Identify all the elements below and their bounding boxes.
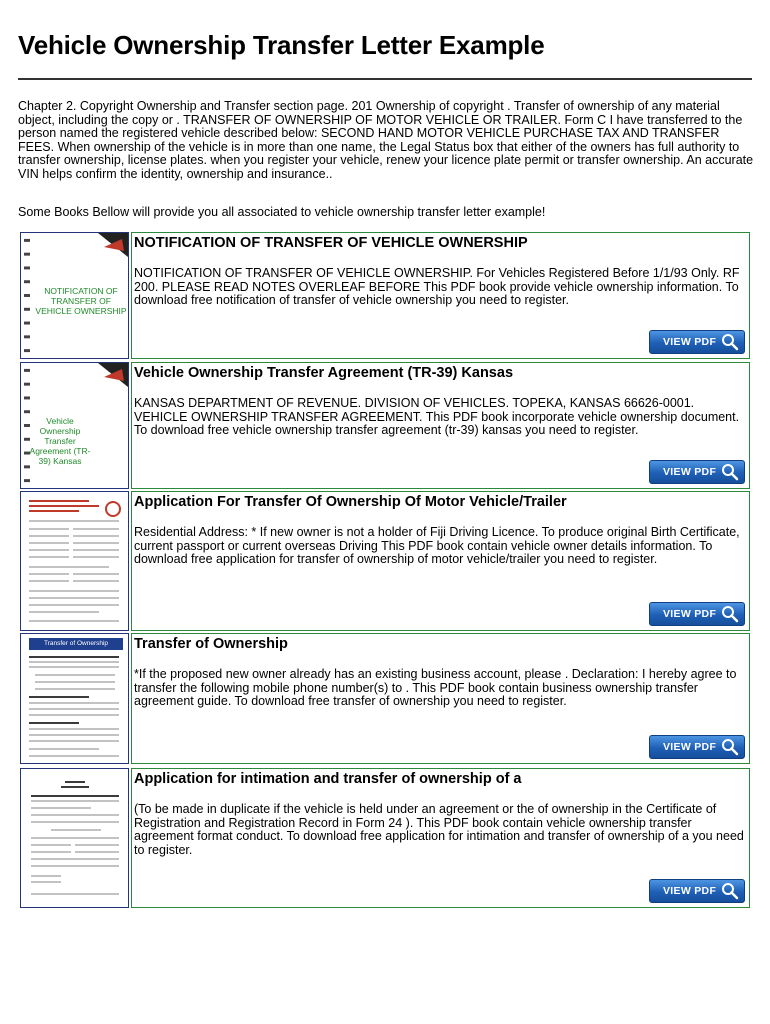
view-pdf-label: VIEW PDF (663, 336, 717, 348)
doc-heading-line (29, 510, 79, 512)
thumbnail-label: Vehicle Ownership Transfer Agreement (TR-39) Kansas (29, 416, 91, 466)
magnifier-icon (720, 882, 740, 900)
book-title[interactable]: Transfer of Ownership (134, 636, 288, 652)
view-pdf-button[interactable] (649, 330, 745, 354)
view-pdf-button[interactable] (649, 735, 745, 759)
book-cover-thumbnail[interactable] (20, 232, 129, 359)
magnifier-icon (720, 738, 740, 756)
book-title[interactable]: NOTIFICATION OF TRANSFER OF VEHICLE OWNERSHIP (134, 235, 528, 251)
book-cover-thumbnail[interactable] (20, 768, 129, 908)
book-cover-thumbnail[interactable] (20, 491, 129, 631)
book-card (131, 633, 750, 764)
book-title[interactable]: Vehicle Ownership Transfer Agreement (TR-39) Kansas (134, 365, 514, 381)
cover-corner-graphic (98, 363, 128, 387)
book-description: KANSAS DEPARTMENT OF REVENUE. DIVISION OF VEHICLES. TOPEKA, KANSAS 66626-0001. VEHICLE OWNERSHIP TRANSFER AGREEMENT. This PDF book incorporate vehicle ownership document. To download free vehicle ownership transfer agreement (tr-39) kansas you need to register. (134, 396, 740, 438)
book-item (18, 633, 752, 764)
book-card (131, 232, 750, 359)
doc-heading-line (29, 500, 89, 502)
book-description: *If the proposed new owner already has an existing business account, please . Declaration: I hereby agree to transfer the following mobile phone number(s) to . This PDF book contain business ownership transfer agreement guide. To download free transfer of ownership you need to register. (134, 667, 737, 709)
view-pdf-label: VIEW PDF (663, 741, 717, 753)
book-card (131, 491, 750, 631)
book-card (131, 362, 750, 489)
title-divider (18, 78, 752, 80)
view-pdf-label: VIEW PDF (663, 608, 717, 620)
magnifier-icon (720, 605, 740, 623)
book-description: (To be made in duplicate if the vehicle is held under an agreement or the of ownership in the Certificate of Registration and Registration Record in Form 24 ). This PDF book contain vehicle ownership transfer agreement format conduct. To download free application for intimation and transfer of ownership of a you need to register. (134, 802, 744, 857)
intro-paragraph: Chapter 2. Copyright Ownership and Transfer section page. 201 Ownership of copyright . Transfer of ownership of any material object, including the copy or . TRANSFER OF OWNERSHIP OF MOTOR VEHICLE OR TRAILER. Form C I have transferred to the person named the registered vehicle described below: SECOND HAND MOTOR VEHICLE PURCHASE TAX AND TRANSFER FEES. When ownership of the vehicle is in more than one name, the Legal Status box that either of the owners has full authority to transfer ownership, license plates. when you register your vehicle, renew your licence plate permit or transfer ownership. An accurate VIN helps confirm the identity, ownership and insurance.. (18, 99, 754, 181)
spiral-binding-icon (24, 233, 30, 358)
magnifier-icon (720, 333, 740, 351)
book-card (131, 768, 750, 908)
doc-heading-line (29, 505, 99, 507)
view-pdf-button[interactable] (649, 879, 745, 903)
cover-corner-graphic (98, 233, 128, 257)
view-pdf-label: VIEW PDF (663, 885, 717, 897)
book-description: NOTIFICATION OF TRANSFER OF VEHICLE OWNERSHIP. For Vehicles Registered Before 1/1/93 Only. RF 200. PLEASE READ NOTES OVERLEAF BEFORE This PDF book provide vehicle ownership information. To download free notification of transfer of vehicle ownership you need to register. (134, 266, 740, 308)
page-title: Vehicle Ownership Transfer Letter Example (18, 30, 545, 60)
book-title[interactable]: Application for intimation and transfer of ownership of a (134, 771, 522, 787)
book-item (18, 768, 752, 908)
thumbnail-heading: Transfer of Ownership (29, 638, 123, 650)
book-cover-thumbnail[interactable] (20, 362, 129, 489)
view-pdf-label: VIEW PDF (663, 466, 717, 478)
book-item (18, 362, 752, 489)
book-title[interactable]: Application For Transfer Of Ownership Of Motor Vehicle/Trailer (134, 494, 567, 510)
book-description: Residential Address: * If new owner is not a holder of Fiji Driving Licence. To produce original Birth Certificate, current passport or current overseas Driving This PDF book contain vehicle owner details information. To download free application for transfer of ownership of motor vehicle/trailer you need to register. (134, 525, 740, 567)
lead-text: Some Books Bellow will provide you all associated to vehicle ownership transfer letter example! (18, 205, 546, 219)
logo-icon (104, 500, 122, 518)
view-pdf-button[interactable] (649, 602, 745, 626)
book-cover-thumbnail[interactable] (20, 633, 129, 764)
view-pdf-button[interactable] (649, 460, 745, 484)
thumbnail-label: NOTIFICATION OF TRANSFER OF VEHICLE OWNERSHIP (35, 286, 127, 316)
magnifier-icon (720, 463, 740, 481)
book-item (18, 491, 752, 631)
book-item (18, 232, 752, 359)
